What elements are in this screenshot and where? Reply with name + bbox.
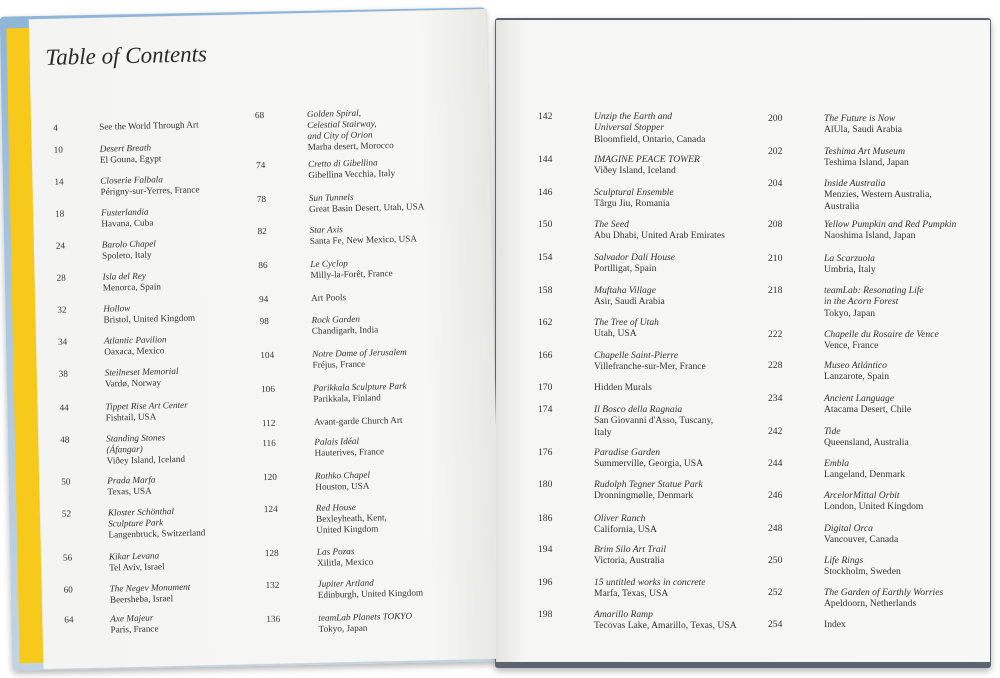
toc-entry-title: Museo Atlántico	[824, 360, 887, 371]
toc-page-number: 246	[768, 490, 783, 501]
toc-page-number: 252	[768, 587, 783, 598]
toc-entry-location: Gibellina Vecchia, Italy	[308, 168, 396, 180]
toc-page-number: 200	[768, 113, 783, 124]
toc-entry-title: Oliver Ranch	[594, 513, 646, 524]
toc-page-number: 50	[61, 476, 71, 487]
toc-entry-location: Viðey Island, Iceland	[106, 453, 186, 466]
toc-entry-title: Parikkala Sculpture Park	[313, 380, 407, 393]
toc-entry-location: Villefranche-sur-Mer, France	[594, 361, 706, 373]
toc-entry-location: Chandigarh, India	[311, 324, 379, 336]
toc-page-number: 68	[254, 109, 265, 121]
toc-entry-title: Barolo Chapel	[101, 238, 156, 250]
toc-page-number: 166	[538, 350, 553, 361]
toc-entry-location: Xilitla, Mexico	[316, 556, 374, 568]
toc-page-number: 82	[257, 225, 267, 237]
toc-entry-location: Naoshima Island, Japan	[824, 230, 916, 242]
toc-entry-location: Menzies, Western Australia, Australia	[824, 189, 932, 212]
toc-entry-location: Langenbruck, Switzerland	[108, 527, 206, 540]
toc-entry-location: Parikkala, Finland	[313, 392, 381, 404]
toc-entry-title: The Negev Monument	[109, 581, 191, 594]
toc-page-number: 250	[768, 555, 783, 566]
toc-entry-location: Summerville, Georgia, USA	[594, 458, 704, 470]
toc-entry-location: Vence, France	[824, 340, 879, 352]
toc-entry-location: Atacama Desert, Chile	[824, 404, 912, 416]
toc-entry-title: Embla	[824, 458, 850, 469]
toc-entry-title: Rock Garden	[311, 313, 361, 325]
toc-page-number: 146	[538, 187, 553, 198]
toc-entry-title: Ancient Language	[824, 393, 895, 404]
toc-entry-location: Utah, USA	[594, 328, 637, 340]
toc-entry-location: Milly-la-Forêt, France	[310, 268, 393, 280]
toc-entry-location: Vardø, Norway	[104, 377, 162, 389]
toc-page-number: 222	[768, 329, 783, 340]
toc-page-number: 104	[260, 349, 275, 361]
toc-entry-location: Abu Dhabi, United Arab Emirates	[594, 230, 725, 242]
toc-page-number: 60	[63, 584, 73, 595]
toc-entry-title: 15 untitled works in concrete	[594, 577, 706, 588]
toc-page-number: 228	[768, 360, 783, 371]
toc-entry-location: Bristol, United Kingdom	[103, 312, 196, 325]
toc-page-number: 204	[768, 178, 783, 189]
toc-entry-title: Il Bosco della Ragnaia	[594, 404, 683, 415]
toc-page-number: 18	[54, 208, 65, 219]
toc-page-number: 24	[55, 240, 66, 251]
toc-page-number: 56	[62, 552, 73, 563]
toc-section-heading: Art Pools	[310, 292, 347, 303]
toc-entry-location: Târgu Jiu, Romania	[594, 198, 670, 210]
toc-entry-title: teamLab Planets TOKYO	[318, 610, 413, 623]
toc-entry-location: Langeland, Denmark	[824, 469, 905, 481]
toc-entry-location: Bexleyheath, Kent, United Kingdom	[315, 512, 387, 535]
toc-entry-title: Sun Tunnels	[308, 191, 354, 203]
toc-entry-location: Marha desert, Morocco	[307, 140, 394, 152]
toc-page-number: 198	[538, 609, 553, 620]
toc-page-number: 180	[538, 479, 553, 490]
toc-entry-location: Oaxaca, Mexico	[104, 345, 165, 357]
toc-section-heading: Index	[824, 619, 846, 630]
toc-entry-title: Chapelle du Rosaire de Vence	[824, 329, 939, 340]
toc-entry-title: IMAGINE PEACE TOWER	[594, 154, 700, 165]
toc-page-number: 78	[256, 193, 267, 205]
toc-entry-location: Hauterives, France	[314, 446, 385, 458]
toc-page-number: 120	[263, 471, 278, 483]
toc-entry-location: AlUla, Saudi Arabia	[824, 124, 903, 136]
right-page	[496, 20, 990, 662]
toc-page-number: 248	[768, 523, 783, 534]
toc-entry-title: Life Rings	[824, 555, 864, 566]
toc-entry-location: Tokyo, Japan	[318, 622, 368, 634]
toc-entry-location: Périgny-sur-Yerres, France	[100, 184, 200, 197]
toc-entry-title: Yellow Pumpkin and Red Pumpkin	[824, 219, 957, 230]
toc-entry-title: Rothko Chapel	[315, 469, 371, 481]
toc-page-number: 28	[56, 272, 66, 283]
toc-entry-title: Closerie Falbala	[100, 174, 163, 186]
toc-page-number: 94	[258, 293, 269, 305]
toc-entry-location: Lanzarote, Spain	[824, 371, 889, 383]
toc-entry-location: Victoria, Australia	[594, 555, 665, 567]
toc-page-number: 86	[258, 259, 268, 271]
toc-entry-title: Notre Dame of Jerusalem	[312, 346, 407, 359]
toc-entry-title: Golden Spiral, Celestial Stairway, and City of Orion	[306, 107, 377, 141]
toc-entry-location: Portlligat, Spain	[594, 263, 657, 275]
toc-entry-location: Santa Fe, New Mexico, USA	[309, 233, 418, 246]
toc-page-number: 142	[538, 111, 553, 122]
toc-entry-title: Sculptural Ensemble	[594, 187, 674, 198]
toc-entry-title: teamLab: Resonating Life in the Acorn Forest	[824, 285, 924, 308]
toc-entry-location: Dronningmølle, Denmark	[594, 490, 694, 502]
toc-entry-location: Fréjus, France	[312, 358, 366, 370]
toc-page-number: 186	[538, 513, 553, 524]
toc-entry-title: Hollow	[103, 303, 131, 314]
toc-entry-title: Fusterlandia	[100, 206, 149, 218]
toc-page-number: 112	[261, 417, 276, 429]
toc-entry-location: El Gouna, Egypt	[99, 153, 162, 165]
toc-page-number: 162	[538, 317, 553, 328]
toc-page-number: 14	[54, 176, 64, 187]
toc-page-number: 34	[57, 336, 68, 347]
toc-page-number: 174	[538, 404, 553, 415]
toc-page-number: 210	[768, 253, 783, 264]
toc-entry-title: Las Pozas	[316, 546, 355, 557]
toc-entry-location: Asir, Saudi Arabia	[594, 296, 665, 308]
toc-entry-title: Paradise Garden	[594, 447, 660, 458]
toc-entry-location: Tecovas Lake, Amarillo, Texas, USA	[594, 620, 737, 632]
toc-entry-title: Brim Silo Art Trail	[594, 544, 667, 555]
toc-page-number: 144	[538, 154, 553, 165]
toc-entry-location: California, USA	[594, 524, 657, 536]
toc-entry-title: ArcelorMittal Orbit	[824, 490, 900, 501]
toc-page-number: 116	[262, 437, 276, 449]
toc-page-number: 4	[53, 122, 58, 133]
toc-page-number: 10	[53, 144, 63, 155]
toc-entry-title: Salvador Dalí House	[594, 252, 676, 263]
toc-entry-location: Spoleto, Italy	[101, 249, 152, 261]
toc-entry-location: Tokyo, Japan	[824, 307, 876, 319]
toc-entry-location: London, United Kingdom	[824, 501, 924, 513]
toc-page-number: 176	[538, 447, 553, 458]
toc-page-number: 38	[58, 368, 69, 379]
toc-entry-title: Atlantic Pavilion	[103, 334, 167, 346]
toc-entry-title: Le Cyclop	[310, 258, 348, 269]
toc-page-number: 74	[255, 159, 266, 171]
toc-entry-location: Paris, France	[110, 623, 159, 635]
toc-entry-location: Edinburgh, United Kingdom	[317, 587, 424, 600]
toc-entry-title: Inside Australia	[824, 178, 886, 189]
toc-page-number: 136	[266, 613, 281, 625]
toc-entry-title: Desert Breath	[99, 142, 152, 154]
toc-entry-title: Kloster Schönthal Sculpture Park	[107, 506, 175, 529]
toc-entry-title: Jupiter Artland	[317, 577, 374, 589]
toc-entry-location: Texas, USA	[107, 485, 152, 497]
toc-entry-title: Teshima Art Museum	[824, 146, 906, 157]
toc-page-number: 234	[768, 393, 783, 404]
toc-section-heading: Hidden Murals	[594, 382, 652, 393]
toc-entry-location: Tel Aviv, Israel	[109, 561, 165, 573]
toc-entry-title: The Future is Now	[824, 113, 896, 124]
toc-entry-location: Bloomfield, Ontario, Canada	[594, 133, 706, 145]
toc-entry-title: Amarillo Ramp	[594, 609, 653, 620]
toc-section-heading: See the World Through Art	[99, 119, 199, 132]
toc-entry-title: Kikar Levana	[108, 550, 160, 562]
toc-page-number: 52	[61, 508, 72, 519]
toc-page-number: 154	[538, 252, 553, 263]
toc-page-number: 202	[768, 146, 783, 157]
toc-entry-title: Red House	[315, 501, 357, 513]
toc-entry-location: Havana, Cuba	[101, 217, 154, 229]
toc-entry-location: Great Basin Desert, Utah, USA	[308, 201, 425, 214]
toc-entry-title: Axe Majeur	[110, 612, 154, 624]
toc-entry-title: Unzip the Earth and Universal Stopper	[594, 111, 673, 134]
toc-entry-location: Marfa, Texas, USA	[594, 588, 669, 600]
toc-entry-title: La Scarzuola	[824, 253, 875, 264]
toc-entry-location: Menorca, Spain	[102, 281, 162, 293]
toc-page-number: 194	[538, 544, 553, 555]
toc-entry-title: Palais Idéal	[314, 435, 360, 447]
toc-entry-title: Star Axis	[309, 224, 343, 235]
toc-entry-location: Viðey Island, Iceland	[594, 165, 676, 177]
toc-entry-location: Apeldoorn, Netherlands	[824, 598, 917, 610]
toc-entry-location: Queensland, Australia	[824, 437, 909, 449]
toc-page-number: 150	[538, 219, 553, 230]
toc-entry-title: Digital Orca	[824, 523, 873, 534]
toc-page-number: 44	[59, 402, 69, 413]
toc-entry-location: Fishtail, USA	[105, 411, 157, 423]
toc-entry-title: Rudolph Tegner Statue Park	[594, 479, 703, 490]
toc-entry-title: Cretto di Gibellina	[307, 157, 378, 169]
page-title: Table of Contents	[45, 41, 208, 70]
toc-page-number: 106	[261, 383, 276, 395]
toc-entry-title: Chapelle Saint-Pierre	[594, 350, 679, 361]
left-page	[29, 9, 502, 669]
toc-page-number: 124	[263, 503, 278, 515]
toc-page-number: 128	[264, 547, 279, 559]
toc-entry-location: Teshima Island, Japan	[824, 157, 909, 169]
toc-entry-title: Muftaha Village	[594, 285, 656, 296]
toc-entry-title: The Seed	[594, 219, 629, 230]
toc-entry-location: Umbria, Italy	[824, 264, 876, 276]
toc-page-number: 32	[57, 304, 67, 315]
toc-entry-title: Tide	[824, 426, 841, 437]
toc-entry-location: Vancouver, Canada	[824, 534, 899, 546]
toc-page-number: 48	[60, 434, 70, 445]
toc-page-number: 244	[768, 458, 783, 469]
toc-entry-title: Isla del Rey	[102, 270, 147, 282]
toc-entry-location: San Giovanni d'Asso, Tuscany, Italy	[594, 415, 714, 438]
toc-page-number: 208	[768, 219, 783, 230]
toc-page-number: 64	[64, 614, 74, 625]
toc-page-number: 132	[265, 579, 280, 591]
toc-page-number: 196	[538, 577, 553, 588]
toc-section-heading: Avant-garde Church Art	[313, 414, 403, 427]
toc-entry-location: Stockholm, Sweden	[824, 566, 901, 578]
toc-page-number: 158	[538, 285, 553, 296]
toc-entry-title: Standing Stones (Áfangar)	[106, 432, 166, 455]
toc-entry-title: The Garden of Earthly Worries	[824, 587, 944, 598]
toc-page-number: 242	[768, 426, 783, 437]
toc-entry-location: Beersheba, Israel	[109, 593, 174, 605]
toc-entry-title: Tippet Rise Art Center	[105, 399, 188, 412]
toc-page-number: 170	[538, 382, 553, 393]
toc-entry-title: Prada Marfa	[107, 474, 156, 486]
toc-page-number: 218	[768, 285, 783, 296]
toc-page-number: 98	[259, 315, 269, 327]
toc-entry-title: The Tree of Utah	[594, 317, 659, 328]
toc-entry-title: Steilneset Memorial	[104, 365, 179, 378]
toc-entry-location: Houston, USA	[315, 480, 370, 492]
toc-page-number: 254	[768, 619, 783, 630]
